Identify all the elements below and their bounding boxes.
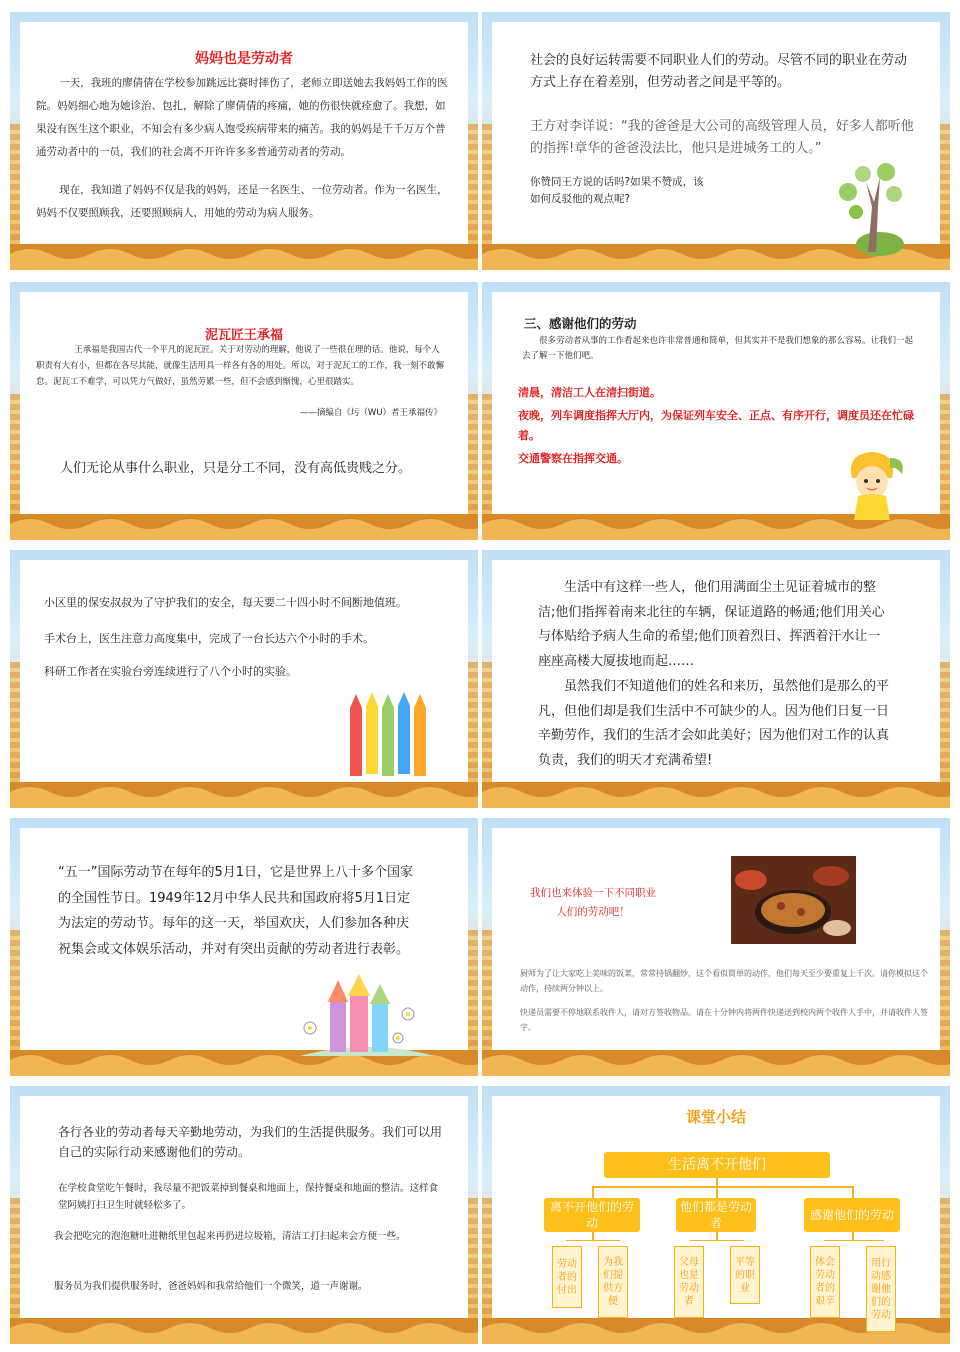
paragraph: 在学校食堂吃午餐时，我尽量不把饭菜掉到餐桌和地面上，保持餐桌和地面的整洁。这样食堂阿姨打扫卫生时就轻松多了。 xyxy=(58,1183,439,1211)
summary-branch: 感谢他们的劳动 xyxy=(804,1198,900,1232)
connector-line xyxy=(716,1178,718,1186)
summary-root: 生活离不开他们 xyxy=(604,1152,830,1178)
slide-3 xyxy=(10,282,478,540)
slide-9 xyxy=(10,1086,478,1344)
connector-line xyxy=(690,1240,744,1241)
slide-6 xyxy=(482,550,950,808)
paragraph: 王承福是我国古代一个平凡的泥瓦匠。关于对劳动的理解，他说了一些很在理的话。他说，每个人职责有大有小，但都在各尽其能，就像生活用具一样各有各的用处。所以，对于泥瓦工的工作，我一刻不敢懈怠。泥瓦工不难学，可以凭力气做好，虽然劳累一些，但不会感到惭愧，心里很踏实。 xyxy=(36,345,445,387)
wheat-field-icon xyxy=(10,244,478,270)
summary: 人们无论从事什么职业，只是分工不同，没有高低贵贱之分。 xyxy=(60,461,412,476)
summary-leaf: 劳动者的付出 xyxy=(552,1246,582,1308)
red-statement: 我们也来体验一下不同职业人们的劳动吧！ xyxy=(530,887,656,918)
statement: 科研工作者在实验台旁连续进行了八个小时的实验。 xyxy=(44,665,297,678)
slide-4 xyxy=(482,282,950,540)
slide-title: 泥瓦匠王承福 xyxy=(204,328,283,343)
chalk-icon xyxy=(344,688,444,780)
paragraph: 服务员为我们提供服务时，爸爸妈妈和我常给他们一个微笑，道一声谢谢。 xyxy=(54,1281,368,1292)
slide-2 xyxy=(482,12,950,270)
paragraph: 各行各业的劳动者每天辛勤地劳动，为我们的生活提供服务。我们可以用自己的实际行动来感谢他们的劳动。 xyxy=(58,1125,443,1159)
red-statement: 交通警察在指挥交通。 xyxy=(518,452,628,465)
wheat-field-icon xyxy=(10,782,478,808)
red-statement: 夜晚，列车调度指挥大厅内，为保证列车安全、正点、有序开行，调度员还在忙碌着。 xyxy=(518,409,914,442)
wheat-field-icon xyxy=(482,1050,950,1076)
paragraph: 厨师为了让大家吃上美味的饭菜，常常持锅翻炒，这个看似简单的动作，他们每天至少要重复上千次。请你模拟这个动作，持续两分钟以上。 xyxy=(520,969,928,993)
paragraph: 我会把吃完的泡泡糖吐进糖纸里包起来再扔进垃圾箱，清洁工打扫起来会方便一些。 xyxy=(54,1231,406,1242)
connector-line xyxy=(566,1240,620,1241)
connector-line xyxy=(852,1186,854,1198)
paragraph: “五一”国际劳动节在每年的5月1日，它是世界上八十多个国家的全国性节日。1949年12月中华人民共和国政府将5月1日定为法定的劳动节。每年的这一天，举国欢庆，人们参加各种庆祝集会或文体娱乐活动，并对有突出贡献的劳动者进行表彰。 xyxy=(58,865,414,957)
paragraph: 快递员需要不停地联系收件人，请对方签收物品。请在十分钟内将两件快递送到校内两个收件人手中，并请收件人签字。 xyxy=(520,1008,928,1032)
paragraph: 一天，我班的廖倩倩在学校参加跳远比赛时摔伤了，老师立即送她去我妈妈工作的医院。妈妈细心地为她诊治、包扎，解除了廖倩倩的疼痛，她的伤很快就痊愈了。我想，如果没有医生这个职业，不知会有多少病人饱受疾病带来的痛苦。我的妈妈是千千万万个普通劳动者中的一员，我们的社会离不开许许多多普通劳动者的劳动。 xyxy=(36,77,448,158)
wheat-field-icon xyxy=(10,1318,478,1344)
slide-title: 课堂小结 xyxy=(685,1108,746,1126)
wheat-field-icon xyxy=(10,514,478,540)
slide-10 xyxy=(482,1086,950,1344)
paragraph: 王方对李详说：“我的爸爸是大公司的高级管理人员，好多人都听他的指挥!章华的爸爸没法比，他只是进城务工的人。” xyxy=(530,119,914,156)
connector-line xyxy=(716,1186,718,1198)
paragraph: 虽然我们不知道他们的姓名和来历，虽然他们是那么的平凡，但他们却是我们生活中不可缺少的人。因为他们日复一日辛勤劳作，我们的生活才会如此美好；因为他们对工作的认真负责，我们的明天才充满希望! xyxy=(538,679,890,768)
connector-line xyxy=(592,1232,594,1240)
statement: 小区里的保安叔叔为了守护我们的安全，每天要二十四小时不间断地值班。 xyxy=(44,596,407,609)
slide-5 xyxy=(10,550,478,808)
paragraph: 生活中有这样一些人，他们用满面尘土见证着城市的整洁;他们指挥着南来北往的车辆，保证道路的畅通;他们用关心与体贴给予病人生命的希望;他们顶着烈日、挥洒着汗水让一座座高楼大厦拔地而起…… xyxy=(538,580,885,669)
cartoon-mascot-icon xyxy=(832,448,912,528)
summary-leaf: 父母也是劳动者 xyxy=(674,1246,704,1318)
slide-1 xyxy=(10,12,478,270)
connector-line xyxy=(592,1186,594,1198)
source: ——摘编自《圬（WU）者王承福传》 xyxy=(299,408,442,418)
paragraph: 社会的良好运转需要不同职业人们的劳动。尽管不同的职业在劳动方式上存在着差别，但劳动者之间是平等的。 xyxy=(530,53,908,90)
summary-leaf: 体会劳动者的艰辛 xyxy=(810,1246,840,1318)
section-title: 三、感谢他们的劳动 xyxy=(524,316,637,331)
connector-line xyxy=(852,1232,854,1240)
paragraph: 很多劳动者从事的工作看起来也许非常普通和简单，但其实并不是我们想象的那么容易。让我们一起去了解一下他们吧。 xyxy=(522,336,914,361)
connector-line xyxy=(824,1240,884,1241)
cartoon-house-icon xyxy=(290,968,440,1058)
summary-leaf: 为我们提供方便 xyxy=(598,1246,628,1318)
statement: 手术台上，医生注意力高度集中，完成了一台长达六个小时的手术。 xyxy=(44,632,374,645)
tree-icon xyxy=(828,162,908,257)
food-photo xyxy=(731,856,856,944)
connector-line xyxy=(716,1232,718,1240)
summary-branch: 离不开他们的劳动 xyxy=(544,1198,640,1232)
summary-leaf: 平等的职业 xyxy=(730,1246,760,1304)
red-statement: 清晨，清洁工人在清扫街道。 xyxy=(518,386,661,399)
summary-branch: 他们都是劳动者 xyxy=(676,1198,756,1232)
summary-leaf: 用行动感谢他们的劳动 xyxy=(866,1246,896,1332)
question: 你赞同王方说的话吗?如果不赞成，该如何反驳他的观点呢? xyxy=(530,176,704,205)
paragraph: 现在，我知道了妈妈不仅是我的妈妈，还是一名医生、一位劳动者。作为一名医生，妈妈不仅要照顾我，还要照顾病人，用她的劳动为病人服务。 xyxy=(36,184,448,219)
slide-title: 妈妈也是劳动者 xyxy=(195,51,293,67)
wheat-field-icon xyxy=(482,782,950,808)
slide-7 xyxy=(10,818,478,1076)
slide-8 xyxy=(482,818,950,1076)
connector-line xyxy=(592,1186,852,1188)
